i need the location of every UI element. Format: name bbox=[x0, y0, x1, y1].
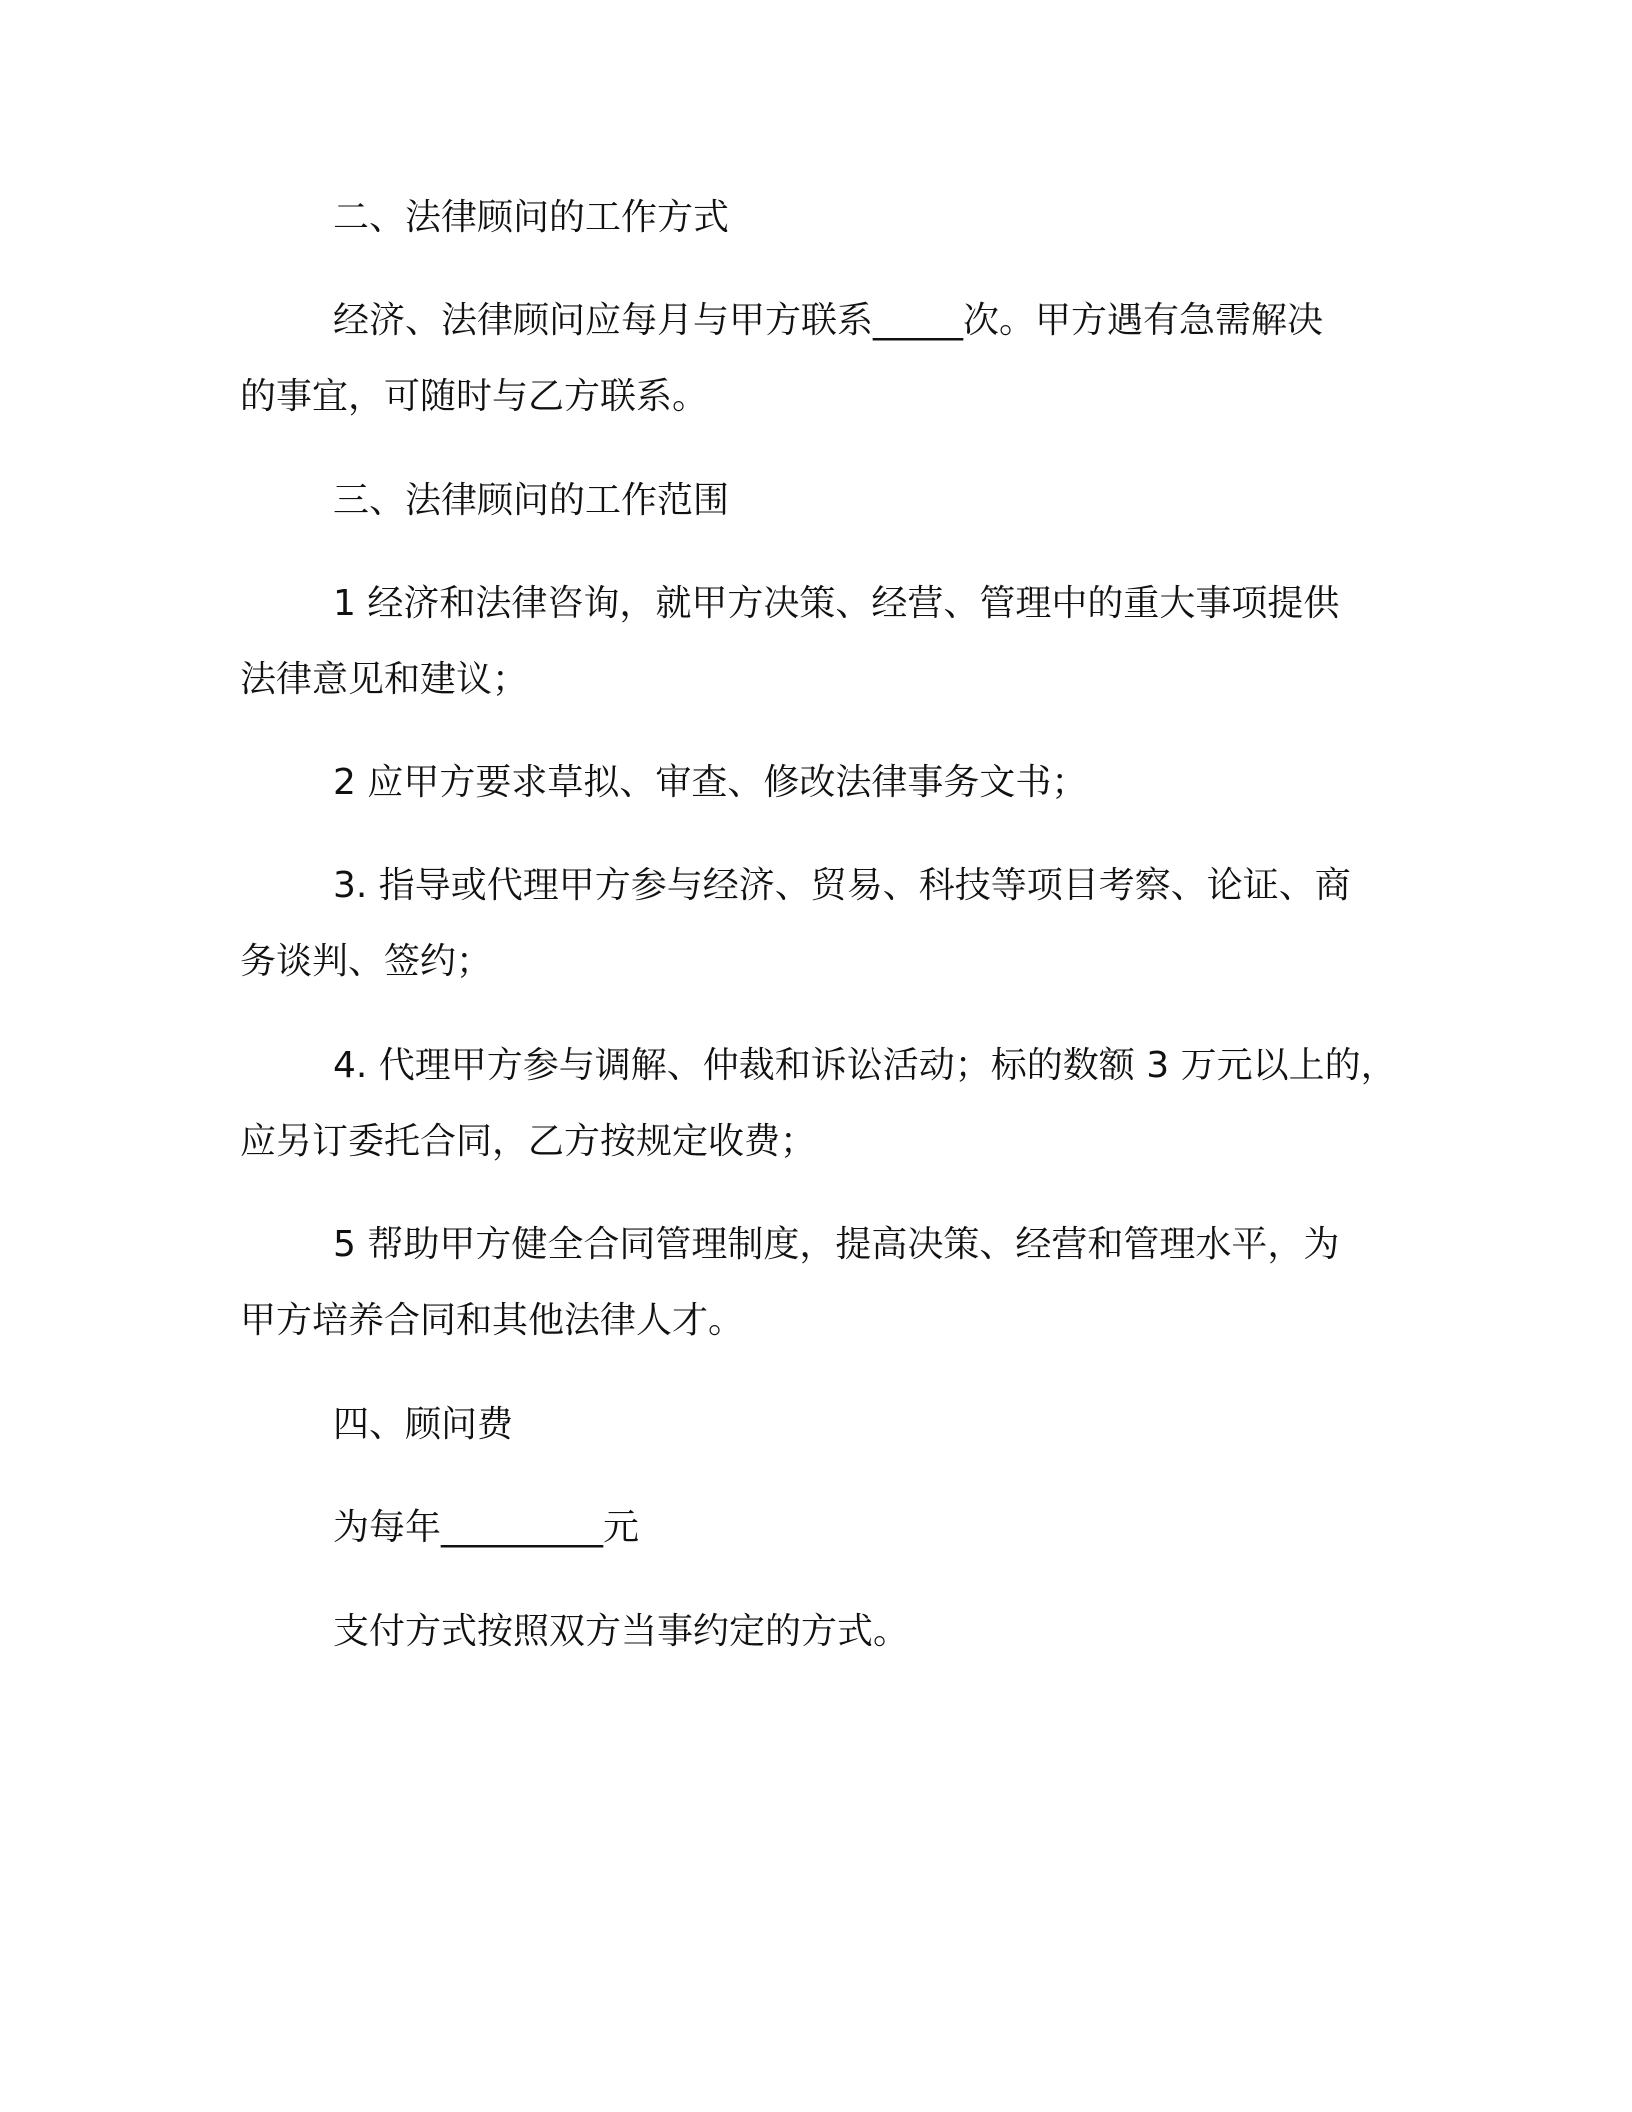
scope-item-4-line2: 应另订委托合同，乙方按规定收费； bbox=[240, 1121, 817, 1162]
scope-item-1-line2: 法律意见和建议； bbox=[240, 659, 529, 700]
section-heading-consulting-fee: 四、顾问费 bbox=[333, 1404, 514, 1445]
scope-item-3-line2: 务谈判、签约； bbox=[240, 941, 493, 982]
scope-item-2-line1: 2 应甲方要求草拟、审查、修改法律事务文书； bbox=[333, 762, 1088, 803]
section-heading-work-method: 二、法律顾问的工作方式 bbox=[333, 197, 730, 238]
paragraph-contact-frequency-line1: 经济、法律顾问应每月与甲方联系_____次。甲方遇有急需解决 bbox=[333, 300, 1324, 341]
scope-item-1-line1: 1 经济和法律咨询，就甲方决策、经营、管理中的重大事项提供 bbox=[333, 583, 1340, 624]
scope-item-4-line1: 4. 代理甲方参与调解、仲裁和诉讼活动；标的数额 3 万元以上的， bbox=[333, 1045, 1397, 1086]
scope-item-3-line1: 3. 指导或代理甲方参与经济、贸易、科技等项目考察、论证、商 bbox=[333, 865, 1351, 906]
paragraph-contact-frequency-line2: 的事宜，可随时与乙方联系。 bbox=[240, 376, 709, 417]
section-heading-work-scope: 三、法律顾问的工作范围 bbox=[333, 480, 730, 521]
fee-amount-line: 为每年_________元 bbox=[333, 1507, 640, 1548]
scope-item-5-line1: 5 帮助甲方健全合同管理制度，提高决策、经营和管理水平，为 bbox=[333, 1224, 1340, 1265]
scope-item-5-line2: 甲方培养合同和其他法律人才。 bbox=[240, 1300, 745, 1341]
payment-method-line: 支付方式按照双方当事约定的方式。 bbox=[333, 1611, 910, 1652]
